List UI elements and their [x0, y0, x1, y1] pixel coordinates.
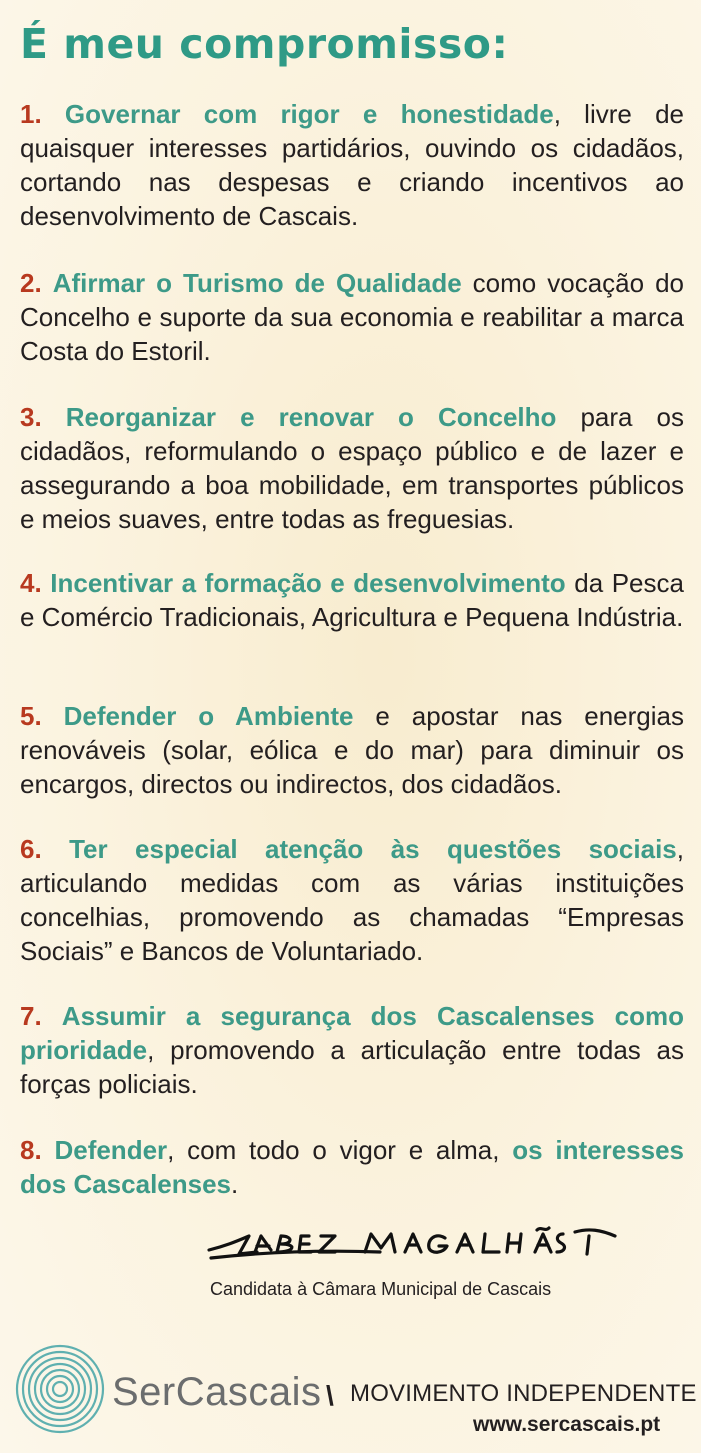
item-text: , promovendo a articulação entre todas as forças policiais. — [20, 1035, 684, 1099]
commitment-item-7 — [20, 999, 684, 1101]
item-number: 6. — [20, 834, 42, 864]
item-highlight: Defender o Ambiente — [63, 701, 354, 731]
page-title: É meu compromisso: — [20, 20, 509, 68]
item-text: , livre de quaisquer interesses partidários, ouvindo os cidadãos, cortando nas despesas e criando incentivos ao desenvolvimento de Cascais. — [20, 99, 684, 231]
signature-scribble — [205, 1222, 625, 1268]
item-highlight: Defender — [54, 1135, 168, 1165]
commitment-item-5 — [20, 699, 684, 801]
item-highlight: Governar com rigor e honestidade — [64, 99, 554, 129]
item-highlight: Ter especial atenção às questões sociais — [69, 834, 677, 864]
signature — [205, 1222, 625, 1268]
item-number: 3. — [20, 402, 42, 432]
brand-separator: \ — [326, 1380, 334, 1411]
website-link[interactable]: www.sercascais.pt — [473, 1413, 661, 1436]
item-highlight: Afirmar o Turismo de Qualidade — [52, 268, 462, 298]
item-number: 4. — [20, 568, 42, 598]
item-number: 7. — [20, 1001, 42, 1031]
concentric-rings-logo-icon — [14, 1343, 106, 1435]
item-number: 2. — [20, 268, 42, 298]
signature-caption: Candidata à Câmara Municipal de Cascais — [210, 1279, 552, 1299]
commitment-item-8 — [20, 1133, 684, 1201]
commitment-item-3 — [20, 400, 684, 536]
brand-name: SerCascais — [112, 1370, 322, 1414]
item-highlight: Reorganizar e renovar o Concelho — [65, 402, 557, 432]
item-number: 5. — [20, 701, 42, 731]
commitment-item-2 — [20, 266, 684, 368]
item-number: 1. — [20, 99, 42, 129]
item-text: , com todo o vigor e alma, — [167, 1135, 513, 1165]
item-text: da Pesca e Comércio Tradicionais, Agricultura e Pequena Indústria. — [20, 568, 684, 632]
item-text: para os cidadãos, reformulando o espaço público e de lazer e assegurando a boa mobilidade, em transportes públicos e meios suaves, entre todas as freguesias. — [20, 402, 684, 534]
item-text: , articulando medidas com as várias instituições concelhias, promovendo as chamadas “Empresas Sociais” e Bancos de Voluntariado. — [20, 834, 684, 966]
item-number: 8. — [20, 1135, 42, 1165]
item-highlight-secondary: os interesses dos Cascalenses — [20, 1135, 684, 1199]
item-text-end: . — [231, 1169, 239, 1199]
commitment-item-1 — [20, 97, 684, 233]
item-highlight: Incentivar a formação e desenvolvimento — [50, 568, 566, 598]
commitment-item-6 — [20, 832, 684, 968]
item-text: e apostar nas energias renováveis (solar, eólica e do mar) para diminuir os encargos, directos ou indirectos, dos cidadãos. — [20, 701, 684, 799]
item-text: como vocação do Concelho e suporte da sua economia e reabilitar a marca Costa do Estoril. — [20, 268, 684, 366]
brand-tagline: MOVIMENTO INDEPENDENTE — [350, 1380, 697, 1407]
commitment-item-4 — [20, 566, 684, 634]
item-highlight: Assumir a segurança dos Cascalenses como prioridade — [20, 1001, 684, 1065]
